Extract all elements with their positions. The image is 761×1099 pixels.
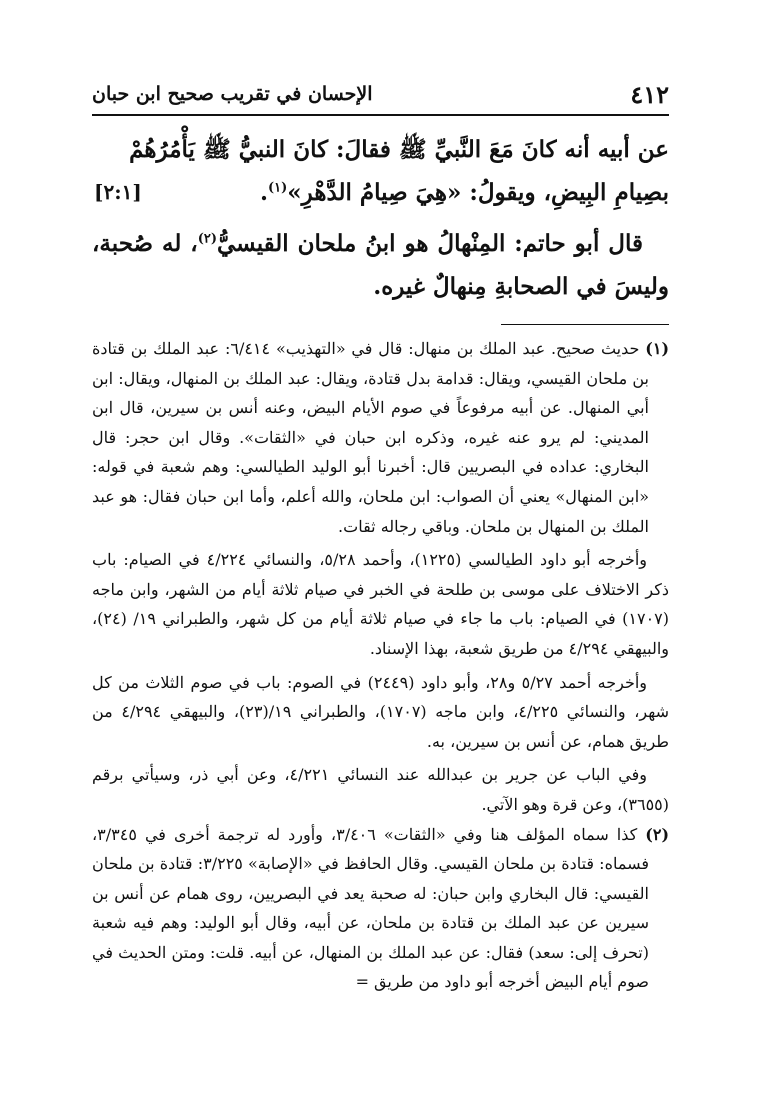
- hadith-reference: [٢:١]: [94, 180, 142, 204]
- footnote-1-text: حديث صحيح. عبد الملك بن منهال: قال في «التهذيب» ٦/٤١٤: عبد الملك بن قتادة بن ملحان القيسي، ويقال: قدامة بدل قتادة، ويقال: عبد الملك بن المنهال، ويقال: ابن أبي المنهال. عن أبيه مرفوعاً في صوم الأيام البيض، وعنه أنس بن سيرين، قال ابن المديني: لم يرو عنه غيره، وذكره ابن حبان في «الثقات». وقال ابن حجر: قال البخاري: عداده في البصريين قال: أخبرنا أبو الوليد الطيالسي: وهم شعبة في قوله: «ابن المنهال» يعني أن الصواب: ابن ملحان، والله أعلم، وأما ابن حبان فقال: هو عبد الملك بن المنهال بن ملحان. وباقي رجاله ثقات.: [92, 339, 649, 536]
- abu-hatim-start: قال أبو حاتم: المِنْهالُ هو ابنُ ملحان القيسيُّ: [217, 230, 643, 257]
- main-line-1: عن أبيه أنه كانَ مَعَ النَّبيِّ ﷺ فقالَ: كانَ النبيُّ ﷺ يَأْمُرُهُمْ: [129, 136, 669, 163]
- footnote-1-paragraph-2: وأخرجه أبو داود الطيالسي (١٢٢٥)، وأحمد ٥/٢٨، والنسائي ٤/٢٢٤ في الصيام: باب ذكر الاختلاف على موسى بن طلحة في الخبر في صيام ثلاثة أيام من الشهر، وابن ماجه (١٧٠٧) في الصيام: باب ما جاء في صيام ثلاثة أيام من كل شهر، والطبراني ١٩/ (٢٤)، والبيهقي ٤/٢٩٤ من طريق شعبة، بهذا الإسناد.: [92, 550, 670, 658]
- footnote-1: [92, 334, 669, 541]
- hadith-quote: بصِيامِ البِيضِ، ويقولُ: «هِيَ صِيامُ الدَّهْرِ»: [287, 179, 669, 206]
- footnote-2-number: (٢): [645, 824, 670, 844]
- footnote-1-number: (١): [645, 339, 670, 358]
- page-number: ٤١٢: [630, 80, 669, 109]
- page-header: [92, 78, 669, 116]
- footnotes: [92, 334, 669, 997]
- footnote-marker-2: (٢): [197, 231, 218, 247]
- running-title: الإحسان في تقريب صحيح ابن حبان: [92, 83, 373, 105]
- footnote-2-text: كذا سماه المؤلف هنا وفي «الثقات» ٣/٤٠٦، وأورد له ترجمة أخرى في ٣/٣٤٥، فسماه: قتادة بن ملحان القيسي. وقال الحافظ في «الإصابة» ٣/٢٢٥: قتادة بن ملحان القيسي: قال البخاري وابن حبان: له صحبة يعد في البصريين، روى همام عن أنس بن سيرين عن عبد الملك بن قتادة بن ملحان، عن أبيه، وقال أبو الوليد: وهم فيه شعبة (تحرف إلى: سعد) فقال: عن عبد الملك بن المنهال، عن أبيه. قلت: ومتن الحديث في صوم أيام البيض أخرجه أبو داود من طريق =: [92, 824, 649, 992]
- footnote-1-paragraph-3: وأخرجه أحمد ٥/٢٧ و٢٨، وأبو داود (٢٤٤٩) في الصوم: باب في صوم الثلاث من كل شهر، والنسائي ٤/٢٢٥، وابن ماجه (١٧٠٧)، والطبراني ١٩/(٢٣)، والبيهقي ٤/٢٩٤ من طريق همام، عن أنس بن سيرين، به.: [92, 672, 669, 751]
- footnote-1-paragraph-4: وفي الباب عن جرير بن عبدالله عند النسائي ٤/٢٢١، وعن أبي ذر، وسيأتي برقم (٣٦٥٥)، وعن قرة وهو الآتي.: [92, 765, 669, 814]
- abu-hatim-rest: ، له صُحبة، وليسَ في الصحابةِ مِنهالٌ غيره.: [92, 230, 669, 300]
- footnote-marker-1: (١): [267, 180, 288, 196]
- footnote-separator: [501, 324, 669, 325]
- footnote-2: [92, 820, 669, 998]
- main-line-2: [92, 171, 669, 214]
- main-line-2-end: .: [259, 179, 268, 206]
- abu-hatim-paragraph: [92, 222, 669, 308]
- main-text: [92, 128, 669, 308]
- main-line-2-text: [260, 171, 669, 214]
